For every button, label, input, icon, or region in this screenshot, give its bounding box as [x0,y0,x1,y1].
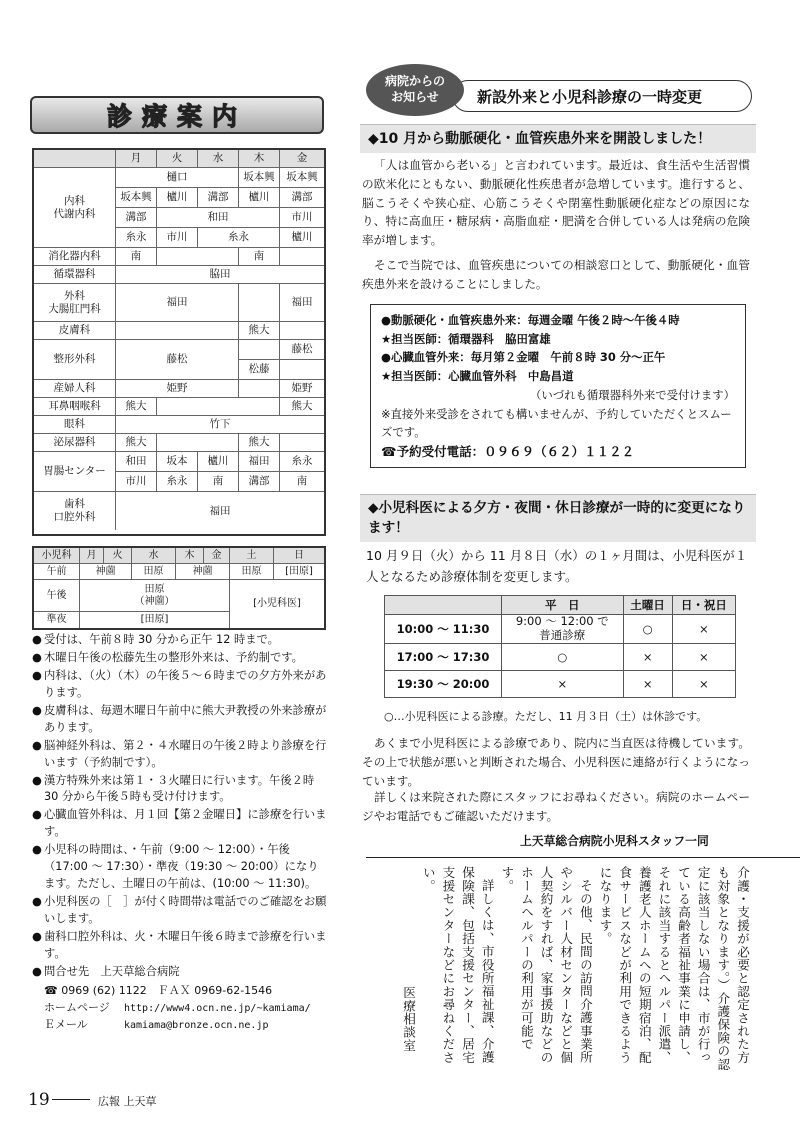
doctor-cell: 市川 [280,208,324,228]
table-row [385,670,736,697]
peds-row-label: 準夜 [34,612,80,628]
info-line: ●動脈硬化・血管疾患外来：毎週金曜 午後２時～午後４時 [381,313,680,327]
contact-homepage: ホームページ http://www4.ocn.ne.jp/~kamiama/ [44,1000,311,1014]
doctor-cell: 溝部 [116,208,157,228]
vertical-paragraph: その他、民間の訪問介護事業所やシルバー人材センターなどと個人契約をすれば、家事援助などのホームヘルパーの利用が可能です。 [499,866,593,1064]
peds-header: 金 [204,548,230,564]
notice-badge [366,64,464,116]
schedule-corner [34,150,116,168]
doctor-cell: 櫨川 [280,228,324,248]
doctor-cell: 溝部 [239,472,280,492]
email-link[interactable]: kamiama@bronze.ocn.ne.jp [124,1020,269,1032]
pediatrics-signature: 上天草総合病院小児科スタッフ一同 [520,834,709,848]
note-item: ● 内科は、（火）（木）の午後５～６時までの夕方外来があります。 [32,668,327,699]
info-line: ★担当医師：循環器科 脇田富雄 [381,331,551,346]
info-line: ※直接外来受診をされても構いませんが、予約していただくとスムーズです。 [381,406,732,440]
dept-label: 整形外科 [34,340,116,380]
note-item: ● 心臓血管外科は、月１回【第２金曜日】に診療を行います。 [32,808,327,839]
hours-time: 10:00 ～ 11:30 [385,615,502,644]
day-header: 水 [198,150,239,168]
hours-time: 17:00 ～ 17:30 [385,643,502,670]
doctor-cell: 南 [198,472,239,492]
notice-header-text: 新設外来と小児科診療の一時変更 [477,87,703,106]
vertical-paragraph: 介護・支援が必要と認定された方も対象となります。）介護保険の認定に該当しない場合は、市が行っている高齢者福祉事業に申請し、それに該当するとヘルパー派遣、養護老人ホームへの短期宿泊、配食サービスなどが利用できるようになります。 [597,866,750,1071]
contact-email: Ｅメール kamiama@bronze.ocn.ne.jp [44,1018,269,1032]
doctor-cell: 福田 [280,284,324,322]
dept-label: 内科 代謝内科 [34,168,116,248]
peds-header: 火 [104,548,132,564]
day-header: 木 [239,150,280,168]
doctor-cell: 糸永 [280,452,324,472]
table-row [385,615,736,644]
doctor-cell: 糸永 [198,228,280,248]
badge-line: 病院からの [384,74,445,89]
doctor-cell: 松藤 [239,360,280,380]
peds-cell: 田原 （神薗） [80,580,230,612]
peds-cell: 田原 [230,564,274,580]
peds-row-label: 午前 [34,564,80,580]
dept-label: 胃腸センター [34,452,116,492]
dept-label: 産婦人科 [34,380,116,398]
contact-phone: ☎ 0969 (62) 1122 ＦＡＸ 0969-62-1546 [44,983,273,997]
doctor-cell: 熊大 [116,434,157,452]
note-item: ● 受付は、午前８時 30 分から正午 12 時まで。 [32,633,279,646]
vascular-info-box [370,304,746,468]
note-item: ● 歯科口腔外科は、火・木曜日午後６時まで診療を行います。 [32,929,327,960]
doctor-cell [239,284,280,322]
vertical-paragraph: 詳しくは、市役所福祉課、介護保険課、包括支援センター、居宅支援センターなどにお尋ねください。 [420,866,495,1064]
note-item: ● 小児科の時間は、・午前（9:00 ～ 12:00）・午後（17:00 ～ 17:30）・準夜（19:30 ～ 20:00）になります。ただし、土曜日の午前は、(10:00 ～ 11:30)。 [32,843,319,891]
section-title-pediatrics: ◆小児科医による夕方・夜間・休日診療が一時的に変更になります！ [360,494,756,542]
pediatrics-paragraph: あくまで小児科医による診療であり、院内に当直医は待機しています。その上で状態が悪いと判断された場合、小児科医に連絡が行くようになっています。 [362,736,750,788]
doctor-cell: 樋口 [116,168,239,188]
peds-cell: 神薗 [80,564,132,580]
hours-cell: ○ [502,643,624,670]
note-item: ● 木曜日午後の松藤先生の整形外来は、予約制です。 [32,650,303,664]
doctor-cell [280,360,324,380]
doctor-cell: 脇田 [116,266,324,284]
day-header: 火 [157,150,198,168]
doctor-cell [157,434,239,452]
divider [366,857,800,858]
doctor-cell: 市川 [157,228,198,248]
day-header: 金 [280,150,324,168]
doctor-cell: 坂本興 [239,168,280,188]
note-item: ● 小児科医の［ ］が付く時間帯は電話でのご確認をお願いします。 [32,895,327,925]
note-item: ● 皮膚科は、毎週木曜日午前中に熊大尹教授の外来診療があります。 [32,703,327,734]
doctor-cell: 糸永 [116,228,157,248]
doctor-cell: 坂本 [157,452,198,472]
note-item: ● 問合せ先 上天草総合病院 [32,964,180,978]
doctor-cell: 溝部 [280,188,324,208]
hours-header: 平 日 [502,596,624,615]
doctor-cell [280,248,324,266]
vascular-paragraph: そこで当院では、血管疾患についての相談窓口として、動脈硬化・血管疾患外来を設けることにしました。 [362,258,750,291]
notes-list [32,632,328,1034]
doctor-cell: 福田 [239,452,280,472]
doctor-cell [157,398,280,416]
doctor-cell: 福田 [116,284,239,322]
info-line: ●心臓血管外来：毎月第２金曜 午前８時 30 分～正午 [381,350,666,365]
doctor-cell: 溝部 [198,188,239,208]
doctor-cell: 南 [116,248,157,266]
doctor-cell: 姫野 [116,380,239,398]
section-title-vascular: ◆10 月から動脈硬化・血管疾患外来を開設しました！ [360,124,756,153]
footer-rule [52,1099,90,1100]
hours-header [385,596,502,615]
vertical-article [372,866,752,1076]
hours-cell: × [623,643,672,670]
vertical-signature: 医療相談室 [401,986,417,1052]
dept-label: 耳鼻咽喉科 [34,398,116,416]
peds-header: 木 [176,548,204,564]
hours-cell: × [502,670,624,697]
doctor-cell: 福田 [209,504,231,517]
note-item: ● 漢方特殊外来は第１・３火曜日に行います。午後２時 30 分から午後５時も受け付けます。 [32,773,315,804]
peds-cell: [小児科医] [253,598,301,609]
doctor-cell: 熊大 [280,398,324,416]
doctor-cell [116,322,239,340]
hours-cell: × [672,643,735,670]
doctor-cell: 和田 [116,452,157,472]
dept-label: 消化器内科 [34,248,116,266]
reservation-phone[interactable]: ☎予約受付電話：０９６９（６２）１１２２ [381,443,635,459]
doctor-cell: 南 [239,248,280,266]
pediatrics-paragraph: 詳しくは来院された際にスタッフにお尋ねください。病院のホームページやお電話でもご確認いただけます。 [362,790,750,823]
dept-label: 歯科 口腔外科 [34,492,116,530]
doctor-cell: 坂本興 [280,168,324,188]
doctor-cell: 櫨川 [157,188,198,208]
hours-time: 19:30 ～ 20:00 [385,670,502,697]
hours-footnote: ○…小児科医による診療。ただし、11 月３日（土）は休診です。 [384,710,708,723]
dept-label: 外科 大腸肛門科 [34,284,116,322]
doctor-cell: 熊大 [116,398,157,416]
doctor-cell: 櫨川 [239,188,280,208]
doctor-cell: 坂本興 [116,188,157,208]
page-title-banner [30,96,324,134]
peds-header: 水 [132,548,176,564]
hours-cell: × [672,615,735,644]
table-row [385,643,736,670]
hours-cell: ○ [623,615,672,644]
peds-cell: 田原 [132,564,176,580]
note-item: ● 脳神経外科は、第２・４水曜日の午後２時より診療を行います（予約制です）。 [32,738,327,769]
info-line: ★担当医師：心臓血管外科 中島昌道 [381,369,574,384]
page-number: 19 [28,1090,50,1110]
doctor-cell [280,322,324,340]
doctor-cell: 南 [280,472,324,492]
badge-line: お知らせ [391,90,439,104]
schedule-table [32,148,326,536]
hours-header: 日・祝日 [672,596,735,615]
pediatrics-hours-table [384,595,736,698]
info-line: （いづれも循環器科外来で受付けます） [529,387,735,402]
hours-cell: × [672,670,735,697]
dept-label: 皮膚科 [34,322,116,340]
peds-cell: [田原] [80,612,230,628]
dept-label: 泌尿器科 [34,434,116,452]
hours-cell: 9:00 ～ 12:00 で 普通診療 [502,615,624,644]
hours-cell: × [623,670,672,697]
peds-cell: [田原] [274,564,324,580]
pediatrics-table [32,546,326,630]
hours-header: 土曜日 [623,596,672,615]
peds-header: 月 [80,548,104,564]
pediatrics-period: 10 月９日（火）から 11 月８日（水）の１ヶ月間は、小児科医が１人となるため診療体制を変更します。 [366,548,748,585]
day-header: 月 [116,150,157,168]
notice-header [452,80,752,112]
peds-header: 日 [274,548,324,564]
doctor-cell: 竹下 [116,416,324,434]
dept-label: 循環器科 [34,266,116,284]
doctor-cell [239,380,280,398]
peds-header: 小児科 [34,548,80,564]
peds-header: 土 [230,548,274,564]
doctor-cell: 熊大 [239,434,280,452]
vascular-paragraph: 「人は血管から老いる」と言われています。最近は、食生活や生活習慣の欧米化にともない、動脈硬化性疾患者が急増しています。進行すると、脳こうそくや狭心症、心筋こうそくや閉塞性動脈硬化症などの原因になり、特に高血圧・糖尿病・高脂血症・肥満を合併している人は発病の危険率が増します。 [362,158,750,248]
page-title: 診療案内 [106,102,247,131]
doctor-cell: 藤松 [116,340,239,380]
doctor-cell [280,434,324,452]
doctor-cell: 姫野 [280,380,324,398]
peds-row-label: 午後 [34,580,80,612]
doctor-cell: 市川 [116,472,157,492]
doctor-cell [239,340,280,360]
doctor-cell: 櫨川 [198,452,239,472]
homepage-link[interactable]: http://www4.ocn.ne.jp/~kamiama/ [124,1002,311,1014]
doctor-cell: 藤松 [280,340,324,360]
publication-name: 広報 上天草 [98,1095,157,1108]
peds-cell: 神薗 [176,564,230,580]
doctor-cell: 熊大 [239,322,280,340]
dept-label: 眼科 [34,416,116,434]
doctor-cell [157,248,239,266]
doctor-cell: 和田 [157,208,280,228]
doctor-cell: 糸永 [157,472,198,492]
